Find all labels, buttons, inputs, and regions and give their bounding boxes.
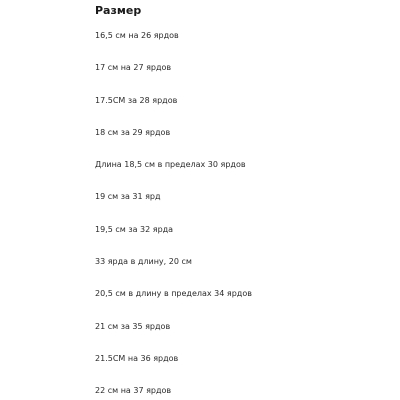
size-option[interactable]: 21.5CM на 36 ярдов [95,354,179,363]
size-option[interactable]: 33 ярда в длину, 20 см [95,257,192,266]
size-option[interactable]: Длина 18,5 см в пределах 30 ярдов [95,160,246,169]
size-option[interactable]: 17.5CM за 28 ярдов [95,96,178,105]
size-title: Размер [95,4,142,17]
size-option[interactable]: 17 см на 27 ярдов [95,63,172,72]
size-option[interactable]: 18 см за 29 ярдов [95,128,171,137]
size-option[interactable]: 20,5 см в длину в пределах 34 ярдов [95,289,252,298]
size-option[interactable]: 19,5 см за 32 ярда [95,225,174,234]
size-option[interactable]: 16,5 см на 26 ярдов [95,31,179,40]
size-option[interactable]: 22 см на 37 ярдов [95,386,172,395]
size-option[interactable]: 19 см за 31 ярд [95,192,161,201]
size-option[interactable]: 21 см за 35 ярдов [95,322,171,331]
